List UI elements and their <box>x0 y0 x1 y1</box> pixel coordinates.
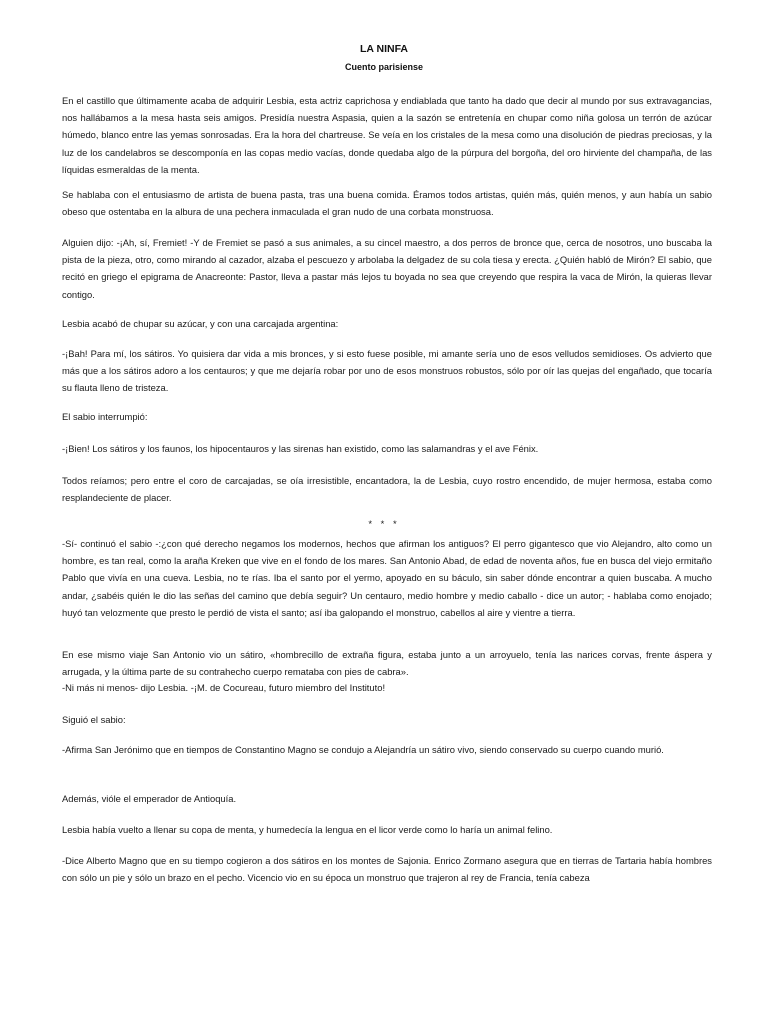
paragraph-2: Se hablaba con el entusiasmo de artista de buena pasta, tras una buena comida. Éramos todos artistas, quién más, quién menos, y aun había un sabio obeso que ostentaba en la albura de una pechera inmaculada el gran nudo de una corbata monstruosa. <box>62 189 712 218</box>
paragraph-4: Lesbia acabó de chupar su azúcar, y con una carcajada argentina: <box>62 318 339 329</box>
paragraph-15: Lesbia había vuelto a llenar su copa de menta, y humedecía la lengua en el licor verde como lo haría un animal felino. <box>62 824 553 835</box>
document-title: LA NINFA <box>359 43 409 55</box>
paragraph-14: Además, vióle el emperador de Antioquía. <box>62 793 237 804</box>
paragraph-3: Alguien dijo: -¡Ah, sí, Fremiet! -Y de Fremiet se pasó a sus animales, a su cincel maestro, a dos perros de bronce que, cerca de nosotros, uno buscaba la pista de la pieza, otro, como mirando al cazador, alzaba el pescuezo y arbolaba la delgadez de su cola tiesa y erecta. ¿Quién habló de Mirón? El sabio, que recitó en griego el epigrama de Anacreonte: Pastor, lleva a pastar más lejos tu boyada no sea que creyendo que respira la vaca de Mirón, la quieras llevar contigo. <box>62 237 712 300</box>
paragraph-6: El sabio interrumpió: <box>62 411 148 422</box>
section-separator: * * * <box>368 519 400 530</box>
paragraph-9: -Sí- continuó el sabio -:¿con qué derecho negamos los modernos, hechos que afirman los antiguos? El perro gigantesco que vio Alejandro, alto como un hombre, es tan real, como la araña Kreken que vive en el fondo de los mares. San Antonio Abad, de edad de noventa años, fue en busca del viejo ermitaño Pablo que vivía en una cueva. Lesbia, no te rías. Iba el santo por el yermo, apoyado en su báculo, sin saber dónde encontrar a quien buscaba. A mucho andar, ¿sabéis quién le dio las señas del camino que debía seguir? Un centauro, medio hombre y medio caballo - dice un autor; - hablaba como enojado; huyó tan velozmente que presto le perdió de vista el santo; así iba galopando el monstruo, cabellos al aire y vientre a tierra. <box>62 538 712 618</box>
paragraph-13: -Afirma San Jerónimo que en tiempos de Constantino Magno se condujo a Alejandría un sátiro vivo, siendo conservado su cuerpo cuando murió. <box>62 744 664 755</box>
paragraph-8: Todos reíamos; pero entre el coro de carcajadas, se oía irresistible, encantadora, la de Lesbia, cuyo rostro encendido, de mujer hermosa, estaba como resplandeciente de placer. <box>62 475 712 504</box>
paragraph-11: -Ni más ni menos- dijo Lesbia. -¡M. de Cocureau, futuro miembro del Instituto! <box>62 682 386 693</box>
paragraph-7: -¡Bien! Los sátiros y los faunos, los hipocentauros y las sirenas han existido, como las salamandras y el ave Fénix. <box>62 443 539 454</box>
document-subtitle: Cuento parisiense <box>344 62 424 72</box>
paragraph-1: En el castillo que últimamente acaba de adquirir Lesbia, esta actriz caprichosa y endiablada que tanto ha dado que decir al mundo por sus extravagancias, nos hallábamos a la mesa hasta seis amigos. Presidía nuestra Aspasia, quien a la sazón se entretenía en chupar como niña golosa un terrón de azúcar húmedo, blanco entre las yemas sonrosadas. Era la hora del chartreuse. Se veía en los cristales de la mesa como una disolución de piedras preciosas, y la luz de los candelabros se descomponía en las copas medio vacías, donde quedaba algo de la púrpura del borgoña, del oro hirviente del champaña, de las líquidas esmeraldas de la menta. <box>62 95 712 175</box>
paragraph-10: En ese mismo viaje San Antonio vio un sátiro, «hombrecillo de extraña figura, estaba junto a un arroyuelo, tenía las narices corvas, frente áspera y arrugada, y la última parte de su contrahecho cuerpo remataba con pies de cabra». <box>62 649 712 678</box>
paragraph-16: -Dice Alberto Magno que en su tiempo cogieron a dos sátiros en los montes de Sajonia. Enrico Zormano asegura que en tierras de Tartaria había hombres con sólo un pie y sólo un brazo en el pecho. Vicencio vio en su época un monstruo que trajeron al rey de Francia, tenía cabeza <box>62 855 712 884</box>
paragraph-12: Siguió el sabio: <box>62 714 126 725</box>
paragraph-5: -¡Bah! Para mí, los sátiros. Yo quisiera dar vida a mis bronces, y si esto fuese posible, mi amante sería uno de esos velludos semidioses. Os advierto que más que a los sátiros adoro a los centauros; y que me dejaría robar por uno de esos monstruos robustos, sólo por oír las quejas del engañado, que tocaría su flauta lleno de tristeza. <box>62 348 712 394</box>
